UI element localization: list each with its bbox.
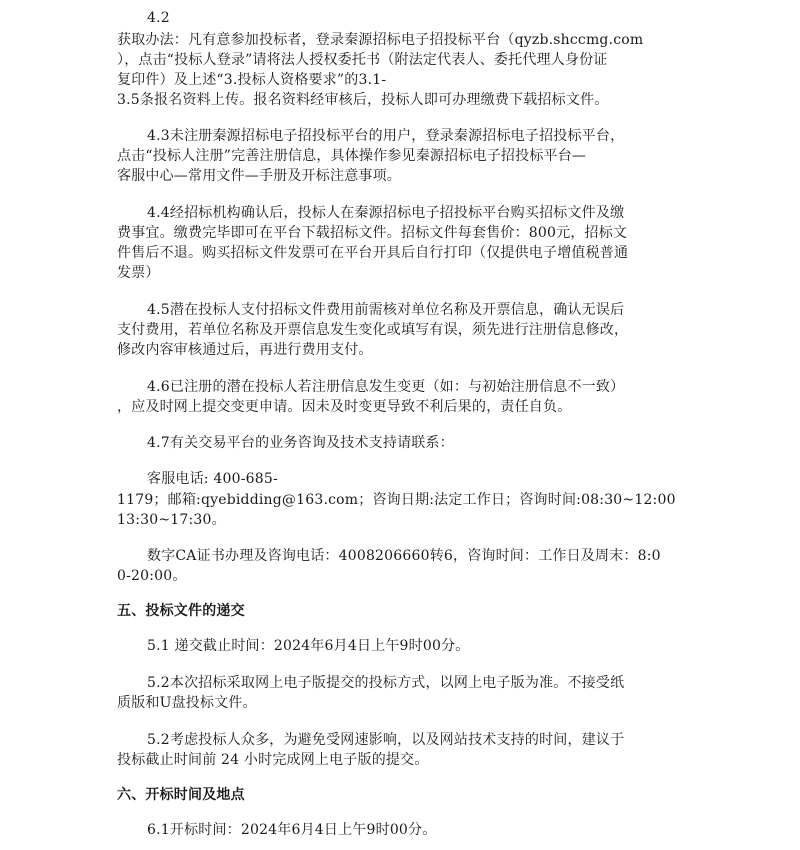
section-4-6-line: 4.6已注册的潜在投标人若注册信息发生变更（如：与初始注册信息不一致） xyxy=(147,379,625,395)
section-4-4-line: 费事宜。缴费完毕即可在平台下载招标文件。招标文件每套售价：800元，招标文 xyxy=(117,225,628,241)
section-6-1-line: 6.1开标时间：2024年6月4日上午9时00分。 xyxy=(147,822,437,838)
section-4-2-line: 复印件）及上述“3.投标人资格要求”的3.1- xyxy=(117,72,387,88)
section-5-1-line: 5.1 递交截止时间：2024年6月4日上午9时00分。 xyxy=(147,638,470,654)
section-4-2-number: 4.2 xyxy=(147,10,170,26)
section-4-3-line: 客服中心—常用文件—手册及开标注意事项。 xyxy=(117,168,401,184)
section-5-3-line: 投标截止时间前 24 小时完成网上电子版的提交。 xyxy=(117,752,429,768)
ca-contact-line: 0-20:00。 xyxy=(117,568,187,584)
section-4-7-line: 4.7有关交易平台的业务咨询及技术支持请联系： xyxy=(147,435,454,451)
contact-details-line: 1179；邮箱:qyebidding@163.com；咨询日期:法定工作日；咨询时间:08:30~12:00 xyxy=(117,492,676,508)
section-4-2-line: 获取办法：凡有意参加投标者，登录秦源招标电子招投标平台（qyzb.shccmg.com xyxy=(117,32,644,48)
contact-hours-line: 13:30~17:30。 xyxy=(117,512,226,528)
section-4-4-line: 4.4经招标机构确认后，投标人在秦源招标电子招投标平台购买招标文件及缴 xyxy=(147,205,625,221)
section-4-4-line: 发票） xyxy=(117,265,160,281)
section-4-4-line: 件售后不退。购买招标文件发票可在平台开具后自行打印（仅提供电子增值税普通 xyxy=(117,245,629,261)
section-6-heading: 六、开标时间及地点 xyxy=(117,787,245,803)
section-4-5-line: 支付费用，若单位名称及开票信息发生变化或填写有误，须先进行注册信息修改， xyxy=(117,322,629,338)
section-4-3-line: 点击“投标人注册”完善注册信息，具体操作参见秦源招标电子招投标平台— xyxy=(117,148,587,164)
ca-contact-line: 数字CA证书办理及咨询电话：4008206660转6，咨询时间：工作日及周末：8:0 xyxy=(147,548,661,564)
section-5-2-line: 质版和U盘投标文件。 xyxy=(117,695,257,711)
section-5-heading: 五、投标文件的递交 xyxy=(117,603,245,619)
section-4-5-line: 修改内容审核通过后，再进行费用支付。 xyxy=(117,342,373,358)
section-4-5-line: 4.5潜在投标人支付招标文件费用前需核对单位名称及开票信息，确认无误后 xyxy=(147,302,625,318)
section-4-6-line: ，应及时网上提交变更申请。因未及时变更导致不利后果的，责任自负。 xyxy=(117,399,572,415)
section-4-2-line: ），点击“投标人登录”请将法人授权委托书（附法定代表人、委托代理人身份证 xyxy=(117,52,608,68)
section-5-3-line: 5.2考虑投标人众多，为避免受网速影响，以及网站技术支持的时间，建议于 xyxy=(147,732,625,748)
section-4-2-line: 3.5条报名资料上传。报名资料经审核后，投标人即可办理缴费下载招标文件。 xyxy=(117,92,609,108)
section-4-3-line: 4.3未注册秦源招标电子招投标平台的用户，登录秦源招标电子招投标平台， xyxy=(147,128,625,144)
section-5-2-line: 5.2本次招标采取网上电子版提交的投标方式，以网上电子版为准。不接受纸 xyxy=(147,675,625,691)
contact-phone-line: 客服电话: 400-685- xyxy=(147,471,278,487)
